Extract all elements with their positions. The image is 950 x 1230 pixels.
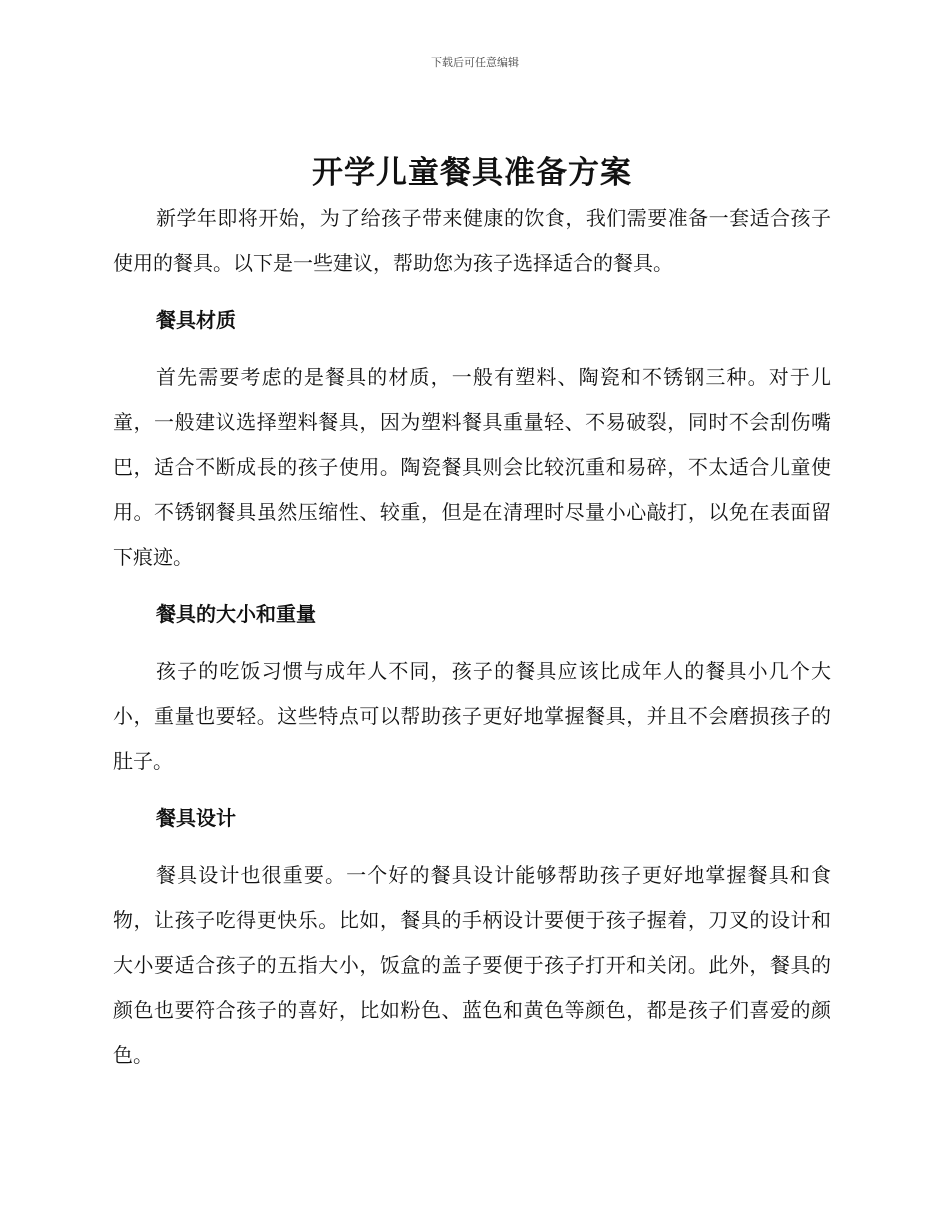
section-material <box>113 298 831 580</box>
section-heading: 餐具材质 <box>156 308 236 332</box>
header-note: 下载后可任意编辑 <box>431 56 519 69</box>
section-size-weight <box>113 592 831 784</box>
section-heading: 餐具的大小和重量 <box>156 602 316 626</box>
document-body <box>113 150 831 1078</box>
section-heading: 餐具设计 <box>156 806 236 830</box>
section-paragraph: 餐具设计也很重要。一个好的餐具设计能够帮助孩子更好地掌握餐具和食物，让孩子吃得更快乐。比如，餐具的手柄设计要便于孩子握着，刀叉的设计和大小要适合孩子的五指大小，饭盒的盖子要便于孩子打开和关闭。此外，餐具的颜色也要符合孩子的喜好，比如粉色、蓝色和黄色等颜色，都是孩子们喜爱的颜色。 <box>113 863 831 1067</box>
section-design <box>113 796 831 1078</box>
section-paragraph: 首先需要考虑的是餐具的材质，一般有塑料、陶瓷和不锈钢三种。对于儿童，一般建议选择塑料餐具，因为塑料餐具重量轻、不易破裂，同时不会刮伤嘴巴，适合不断成長的孩子使用。陶瓷餐具则会比较沉重和易碎，不太适合儿童使用。不锈钢餐具虽然压缩性、较重，但是在清理时尽量小心敲打，以免在表面留下痕迹。 <box>113 365 831 569</box>
document-title: 开学儿童餐具准备方案 <box>312 155 632 191</box>
section-paragraph: 孩子的吃饭习惯与成年人不同，孩子的餐具应该比成年人的餐具小几个大小，重量也要轻。这些特点可以帮助孩子更好地掌握餐具，并且不会磨损孩子的肚子。 <box>113 659 831 773</box>
intro-paragraph: 新学年即将开始，为了给孩子带来健康的饮食，我们需要准备一套适合孩子使用的餐具。以下是一些建议，帮助您为孩子选择适合的餐具。 <box>113 206 831 275</box>
